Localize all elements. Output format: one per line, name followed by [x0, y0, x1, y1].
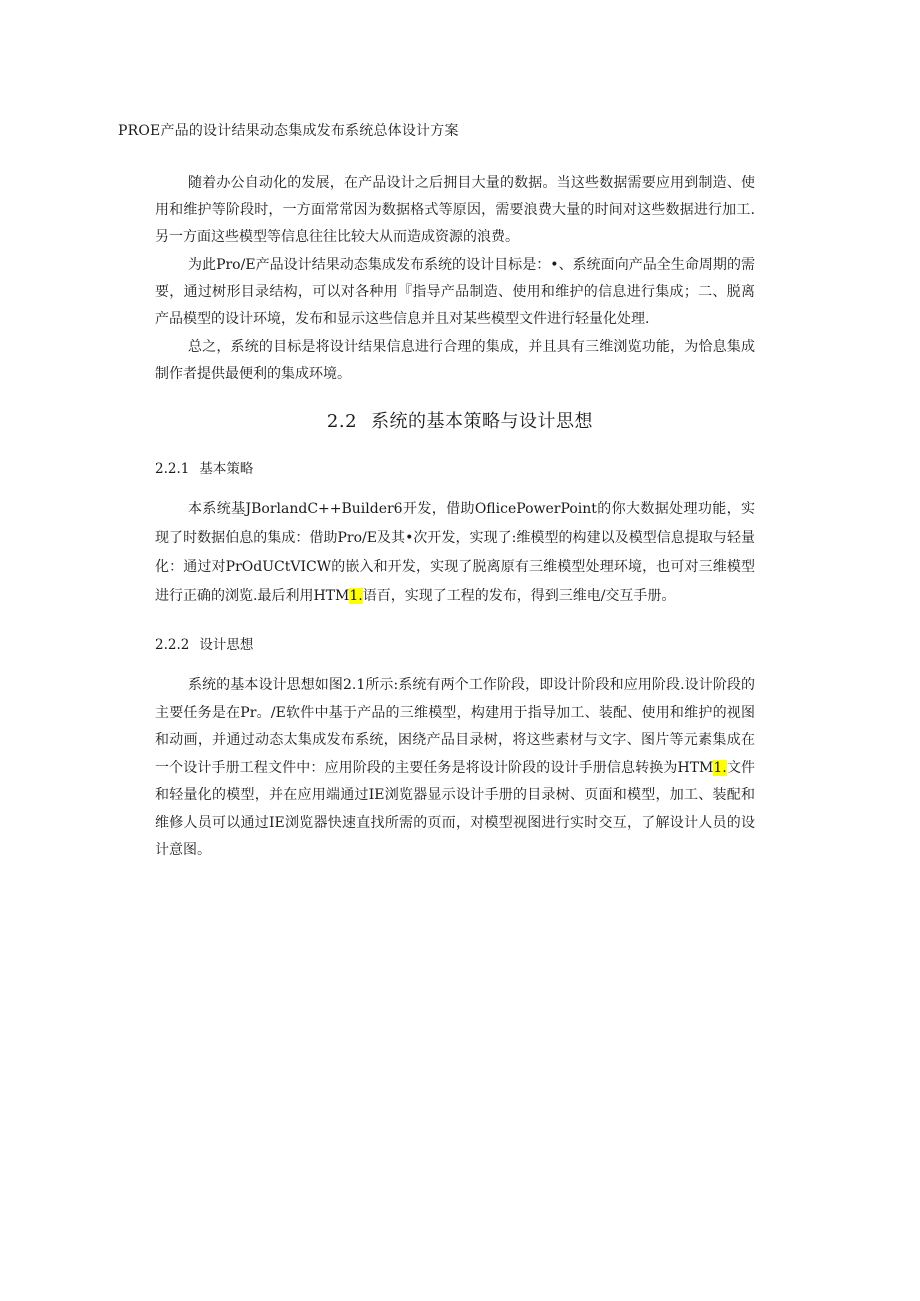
intro-paragraph-1: 随着办公自动化的发展，在产品设计之后拥目大量的数据。当这些数据需要应用到制造、使用和维护等阶段时，一方面常常因为数据格式等原因，需要浪费大量的时间对这些数据进行加工.另一方面这些模型等信息往往比较大从而造成资源的浪费。 — [155, 175, 755, 245]
subsection-number: 2.2.2 — [155, 637, 190, 653]
design-text-part-2: 文件和轻量化的模型，并在应用端通过IE浏览器显示设计手册的目录树、页面和模型，加工、装配和维修人员可以通过IE浏览器快速直找所需的页而，对模型视图进行实时交互，了解设计人员的设计意图。 — [155, 759, 755, 858]
subsection-number: 2.2.1 — [155, 461, 190, 477]
highlighted-text: 1. — [713, 759, 727, 776]
subsection-title: 设计思想 — [199, 637, 254, 653]
highlighted-text: 1. — [349, 588, 363, 604]
subsection-title: 基本策略 — [199, 461, 254, 477]
design-text-part-1: 系统的基本设计思想如图2.1所示:系统有两个工作阶段，即设计阶段和应用阶段.设计阶段的主要任务是在Pr。/E软件中基于产品的三维模型，构建用于指导加工、装配、使用和维护的视图和动画，并通过动态太集成发布系统，困绕产品目录树，将这些素材与文字、图片等元素集成在一个设计手册工程文件中：应用阶段的主要任务是将设计阶段的设计手册信息转换为HTM — [155, 677, 755, 776]
design-idea-paragraph — [155, 672, 755, 865]
strategy-text-part-2: 语百，实现了工程的发布，得到三维电/交互手册。 — [362, 588, 676, 604]
section-number: 2.2 — [326, 411, 358, 432]
subsection-heading-basic-strategy — [155, 457, 253, 477]
intro-paragraph-3: 总之，系统的目标是将设计结果信息进行合理的集成，并且具有三维浏览功能，为恰息集成制作者提供最便利的集成环境。 — [155, 339, 755, 382]
subsection-heading-design-idea — [155, 633, 253, 653]
intro-paragraph-2: 为此Pro/E产品设计结果动态集成发布系统的设计目标是：•、系统面向产品全生命周期的需要，通过树形目录结构，可以对各种用『指导产品制造、使用和维护的信息进行集成；二、脱离产品模型的设计环境，发布和显示这些信息并且对某些模型文件进行轻量化处理. — [155, 257, 755, 327]
strategy-paragraph — [155, 495, 755, 611]
document-title: PROE产品的设计结果动态集成发布系统总体设计方案 — [118, 123, 459, 139]
section-heading — [0, 407, 920, 433]
strategy-text-part-1: 本系统基JBorlandC++Builder6开发，借助OflicePowerPoint的你大数据处理功能，实现了时数据伯息的集成：借助Pro/E及其•次开发，实现了:维模型的构建以及模型信息提取与轻量化：通过对PrOdUCtVICW的嵌入和开发，实现了脱离原有三维模型处理环境，也可对三维模型进行正确的浏览.最后利用HTM — [155, 501, 755, 604]
section-title: 系统的基本策略与设计思想 — [371, 411, 594, 432]
